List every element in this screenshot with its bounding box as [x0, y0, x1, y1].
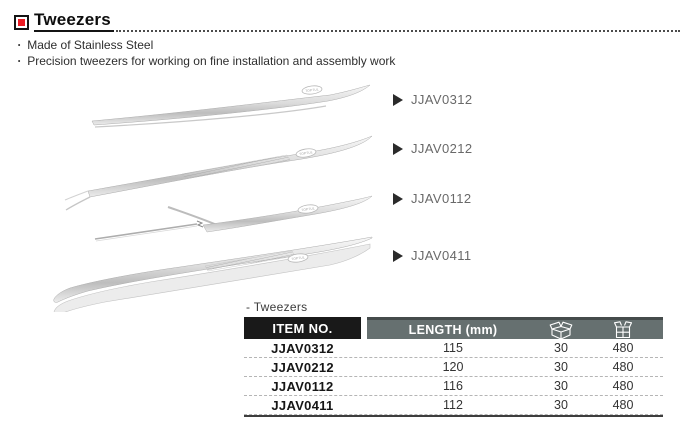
- cell-carton-qty: 480: [612, 379, 634, 393]
- page-title: Tweezers: [34, 10, 114, 32]
- cell-length: 112: [443, 398, 463, 412]
- svg-text:TOPTUL: TOPTUL: [290, 255, 306, 262]
- table-row: [244, 358, 663, 377]
- cell-carton-qty: 480: [612, 341, 634, 355]
- product-label-jjav0312: [393, 92, 473, 107]
- cell-carton-qty: 480: [612, 398, 634, 412]
- cell-inner-qty: 30: [554, 398, 568, 412]
- cell-inner-qty: 30: [554, 360, 568, 374]
- cell-item-no: JJAV0212: [271, 359, 334, 375]
- bullet-icon: •: [17, 56, 21, 65]
- cell-inner-qty: 30: [554, 341, 568, 355]
- cell-length: 120: [442, 360, 464, 374]
- feature-item: [17, 54, 395, 70]
- cell-carton-qty: 480: [612, 360, 634, 374]
- feature-text: Precision tweezers for working on fine installation and assembly work: [27, 53, 396, 68]
- triangle-marker-icon: [393, 250, 403, 262]
- svg-text:TOPTUL: TOPTUL: [300, 206, 316, 213]
- product-label-jjav0212: [393, 141, 473, 156]
- triangle-marker-icon: [393, 193, 403, 205]
- table-bottom-rule: [244, 415, 663, 417]
- table-row: [244, 339, 663, 358]
- svg-text:TOPTUL: TOPTUL: [304, 87, 320, 94]
- product-code: JJAV0212: [411, 141, 473, 156]
- product-code: JJAV0411: [411, 248, 472, 263]
- column-header-inner-pack: [539, 320, 583, 339]
- product-images: [0, 72, 420, 312]
- header-gray-band: [367, 317, 663, 339]
- column-header-length: LENGTH (mm): [408, 322, 498, 337]
- svg-text:TOPTUL: TOPTUL: [298, 150, 314, 157]
- product-image-jjav0312: [92, 85, 370, 127]
- cell-item-no: JJAV0312: [271, 340, 334, 356]
- toptul-logo: [302, 85, 323, 95]
- cell-length: 115: [443, 341, 463, 355]
- product-label-jjav0112: [393, 191, 472, 206]
- dotted-rule: [116, 30, 680, 32]
- column-header-item-no: ITEM NO.: [244, 317, 361, 339]
- product-code: JJAV0312: [411, 92, 473, 107]
- cell-item-no: JJAV0112: [271, 378, 334, 394]
- spec-table: [244, 300, 663, 417]
- cell-item-no: JJAV0411: [271, 397, 334, 413]
- table-row: [244, 396, 663, 415]
- triangle-marker-icon: [393, 94, 403, 106]
- open-box-icon: [548, 320, 574, 340]
- feature-item: [17, 38, 395, 54]
- table-row: [244, 377, 663, 396]
- triangle-marker-icon: [393, 143, 403, 155]
- cell-length: 116: [443, 379, 463, 393]
- section-header: [14, 10, 680, 32]
- column-header-carton-pack: [583, 320, 663, 339]
- feature-list: [17, 38, 395, 69]
- carton-box-icon: [612, 320, 634, 339]
- feature-text: Made of Stainless Steel: [27, 38, 154, 52]
- product-label-jjav0411: [393, 248, 472, 263]
- table-header: [244, 317, 663, 339]
- table-caption: - Tweezers: [246, 300, 308, 314]
- cell-inner-qty: 30: [554, 379, 568, 393]
- bullet-icon: •: [17, 41, 21, 50]
- product-code: JJAV0112: [411, 191, 472, 206]
- section-marker-icon: [14, 15, 29, 30]
- product-image-jjav0212: [65, 136, 372, 213]
- product-image-jjav0112: [95, 196, 372, 241]
